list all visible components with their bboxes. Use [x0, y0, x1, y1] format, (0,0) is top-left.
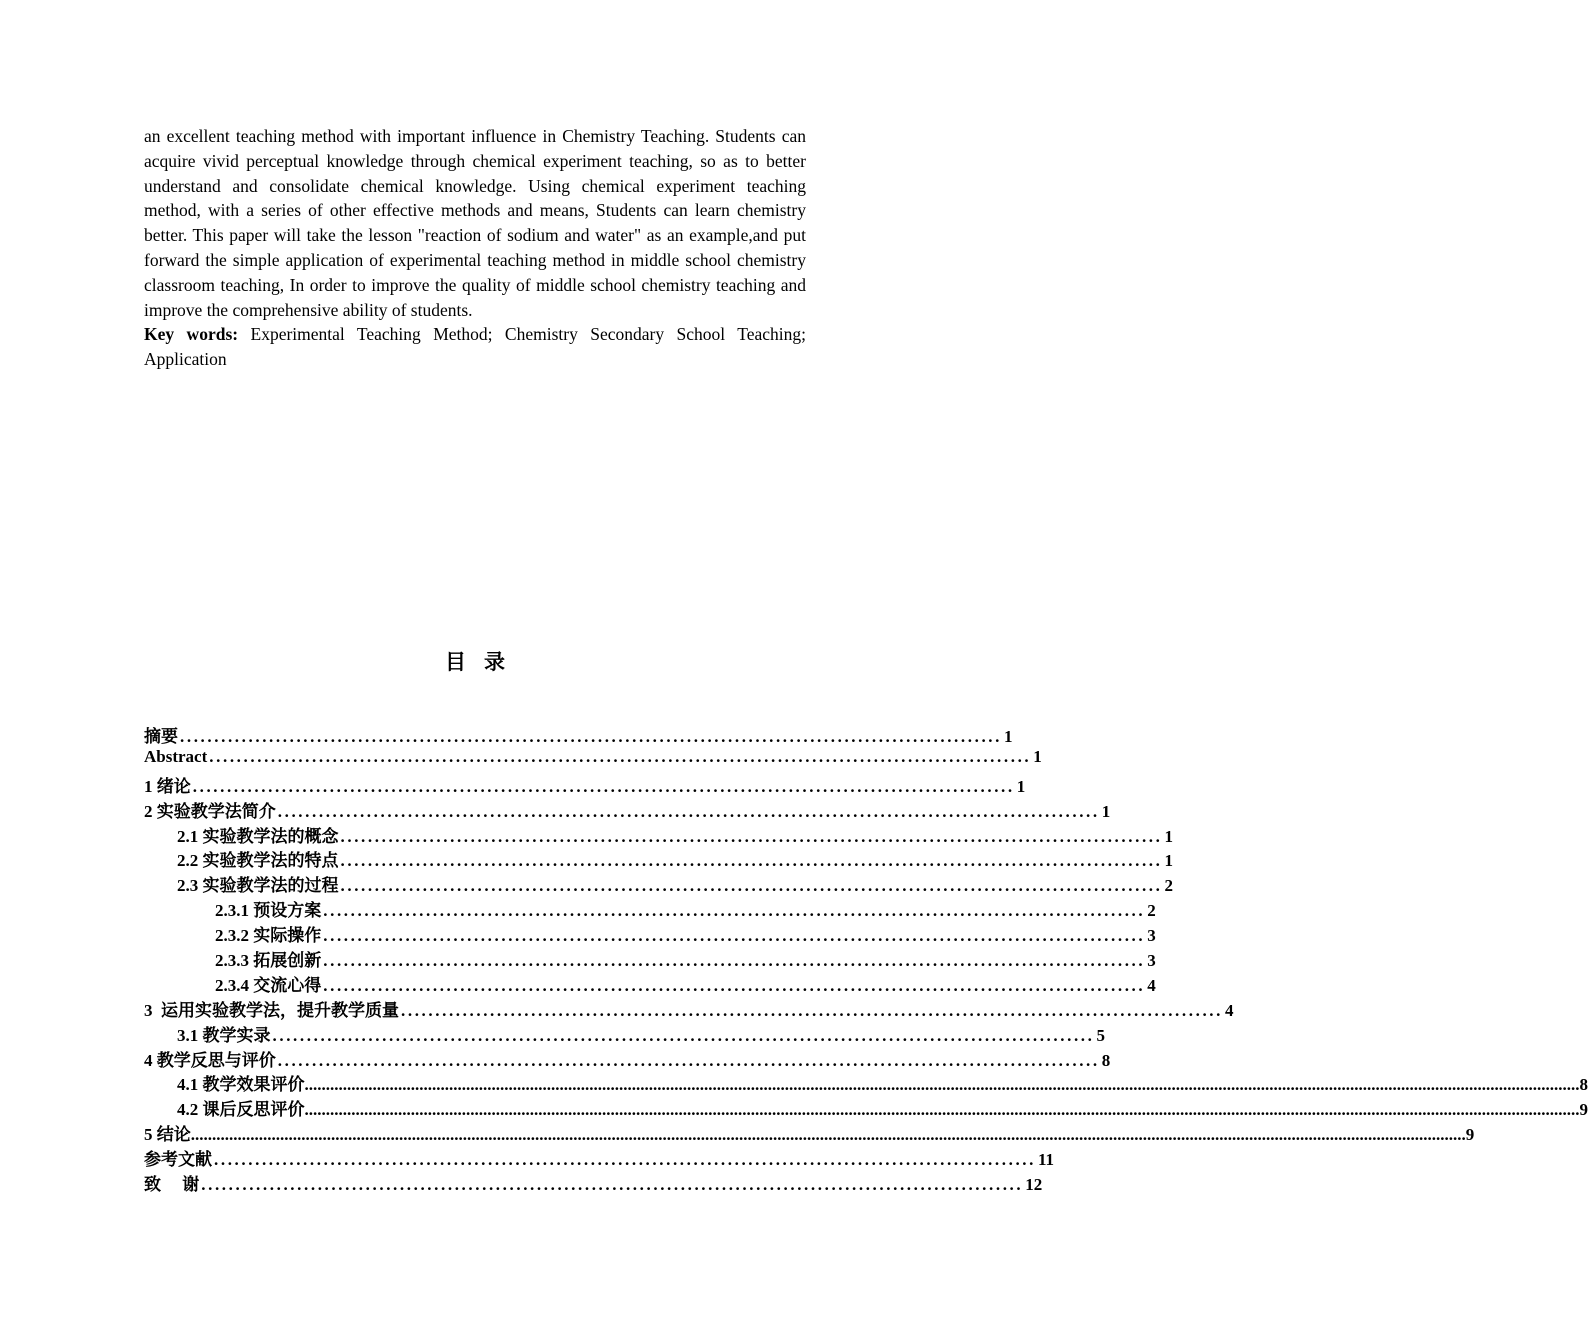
toc-leader-dots: ........................................................................................................................ — [323, 926, 1146, 946]
toc-entry-label: 3.1 教学实录 — [177, 1025, 271, 1045]
toc-entry-page: 2 — [1147, 901, 1156, 921]
toc-entry-page: 1 — [1164, 851, 1173, 871]
toc-leader-dots: ........................................................................................................................ — [209, 746, 1032, 766]
toc-entry[interactable] — [144, 772, 1026, 797]
table-of-contents — [144, 722, 1588, 1195]
toc-entry-label: 2.3.4 交流心得 — [215, 975, 322, 995]
toc-entry-page: 1 — [1004, 727, 1013, 746]
toc-leader-dots: ........................................................................................................................ — [323, 975, 1146, 995]
toc-title: 目录 — [445, 650, 523, 674]
toc-leader-dots: ........................................................................................................................ — [272, 1025, 1095, 1045]
toc-leader-dots: ........................................................................................................................ — [277, 801, 1100, 821]
toc-entry-label: 2.2 实验教学法的特点 — [177, 851, 339, 871]
toc-entry[interactable] — [144, 946, 1156, 971]
toc-entry-label: 摘要 — [144, 727, 178, 746]
toc-entry-label: 2.3.3 拓展创新 — [215, 951, 322, 971]
toc-leader-dots: ........................................................................................................................ — [340, 851, 1163, 871]
toc-entry-label: 2.3 实验教学法的过程 — [177, 876, 339, 896]
toc-entry[interactable] — [144, 1170, 1043, 1195]
toc-leader-dots: ............................................................................................................................................................................................................................................................................................................ — [304, 1075, 1580, 1095]
toc-entry-page: 8 — [1579, 1075, 1588, 1095]
toc-entry[interactable] — [144, 1095, 1588, 1120]
toc-entry-label: 4 教学反思与评价 — [144, 1050, 276, 1070]
toc-entry[interactable] — [144, 722, 1013, 747]
toc-entry[interactable] — [144, 1046, 1111, 1071]
toc-leader-dots: ........................................................................................................................ — [401, 1000, 1223, 1020]
toc-entry-page: 1 — [1101, 801, 1111, 821]
toc-entry-page: 1 — [1164, 826, 1173, 846]
toc-entry[interactable] — [144, 871, 1173, 896]
keywords-label: Key words: — [144, 324, 239, 345]
toc-leader-dots: ............................................................................................................................................................................................................................................................................................................ — [304, 1100, 1580, 1120]
toc-entry-page: 8 — [1101, 1050, 1111, 1070]
toc-leader-dots: ............................................................................................................................................................................................................................................................................................................ — [190, 1125, 1466, 1145]
toc-entry-label: 参考文献 — [144, 1150, 212, 1170]
toc-entry-page: 3 — [1147, 951, 1156, 971]
toc-entry-page: 9 — [1579, 1100, 1588, 1120]
toc-entry[interactable] — [144, 746, 1042, 772]
toc-entry-page: 3 — [1147, 926, 1156, 946]
toc-entry-label: 5 结论 — [144, 1125, 191, 1145]
toc-entry-page: 1 — [1016, 776, 1026, 796]
toc-entry-label: 2.3.2 实际操作 — [215, 926, 322, 946]
toc-entry-label: 致 谢 — [144, 1175, 200, 1195]
toc-entry-label: 3 运用实验教学法，提升教学质量 — [144, 1000, 399, 1020]
toc-entry-label: 2.1 实验教学法的概念 — [177, 826, 339, 846]
toc-entry[interactable] — [144, 846, 1173, 871]
toc-leader-dots: ........................................................................................................................ — [201, 1175, 1024, 1195]
toc-entry[interactable] — [144, 896, 1156, 921]
toc-leader-dots: ........................................................................................................................ — [192, 776, 1015, 796]
toc-entry-page: 12 — [1025, 1175, 1043, 1195]
toc-entry-label: Abstract — [144, 746, 208, 766]
keywords-text: Experimental Teaching Method; Chemistry Secondary School Teaching; Application — [144, 324, 807, 370]
toc-entry[interactable] — [144, 971, 1156, 996]
toc-leader-dots: ........................................................................................................................ — [214, 1150, 1036, 1170]
toc-entry-page: 4 — [1225, 1000, 1234, 1020]
toc-entry-label: 2 实验教学法简介 — [144, 801, 276, 821]
toc-leader-dots: ........................................................................................................................ — [323, 951, 1146, 971]
toc-entry[interactable] — [144, 996, 1234, 1021]
keywords-line — [144, 322, 806, 372]
toc-entry[interactable] — [144, 822, 1173, 847]
toc-entry-page: 5 — [1096, 1025, 1105, 1045]
abstract-section — [144, 124, 806, 372]
toc-leader-dots: ........................................................................................................................ — [323, 901, 1146, 921]
toc-entry[interactable] — [144, 1021, 1105, 1046]
toc-leader-dots: ........................................................................................................................ — [277, 1050, 1100, 1070]
toc-entry[interactable] — [144, 921, 1156, 946]
toc-entry[interactable] — [144, 1070, 1588, 1095]
toc-entry-label: 1 绪论 — [144, 776, 191, 796]
toc-entry-label: 2.3.1 预设方案 — [215, 901, 322, 921]
toc-leader-dots: ........................................................................................................................ — [180, 727, 1002, 746]
abstract-body: an excellent teaching method with important influence in Chemistry Teaching. Students can acquire vivid perceptual knowledge through chemical experiment teaching, so as to better understand and consolidate chemical knowledge. Using chemical experiment teaching method, with a series of other effective methods and means, Students can learn chemistry better. This paper will take the lesson "reaction of sodium and water" as an example,and put forward the simple application of experimental teaching method in middle school chemistry classroom teaching, In order to improve the quality of middle school chemistry teaching and improve the comprehensive ability of students. — [144, 126, 806, 320]
toc-entry-label: 4.1 教学效果评价 — [177, 1075, 305, 1095]
toc-entry-page: 11 — [1038, 1150, 1055, 1170]
toc-entry-page: 2 — [1164, 876, 1173, 896]
toc-entry[interactable] — [144, 1145, 1055, 1170]
toc-leader-dots: ........................................................................................................................ — [340, 876, 1163, 896]
toc-entry-page: 1 — [1033, 746, 1042, 766]
toc-entry[interactable] — [144, 797, 1111, 822]
toc-entry-label: 4.2 课后反思评价 — [177, 1100, 305, 1120]
toc-entry[interactable] — [144, 1120, 1475, 1145]
toc-entry-page: 9 — [1465, 1125, 1475, 1145]
toc-leader-dots: ........................................................................................................................ — [340, 826, 1163, 846]
toc-entry-page: 4 — [1147, 975, 1156, 995]
